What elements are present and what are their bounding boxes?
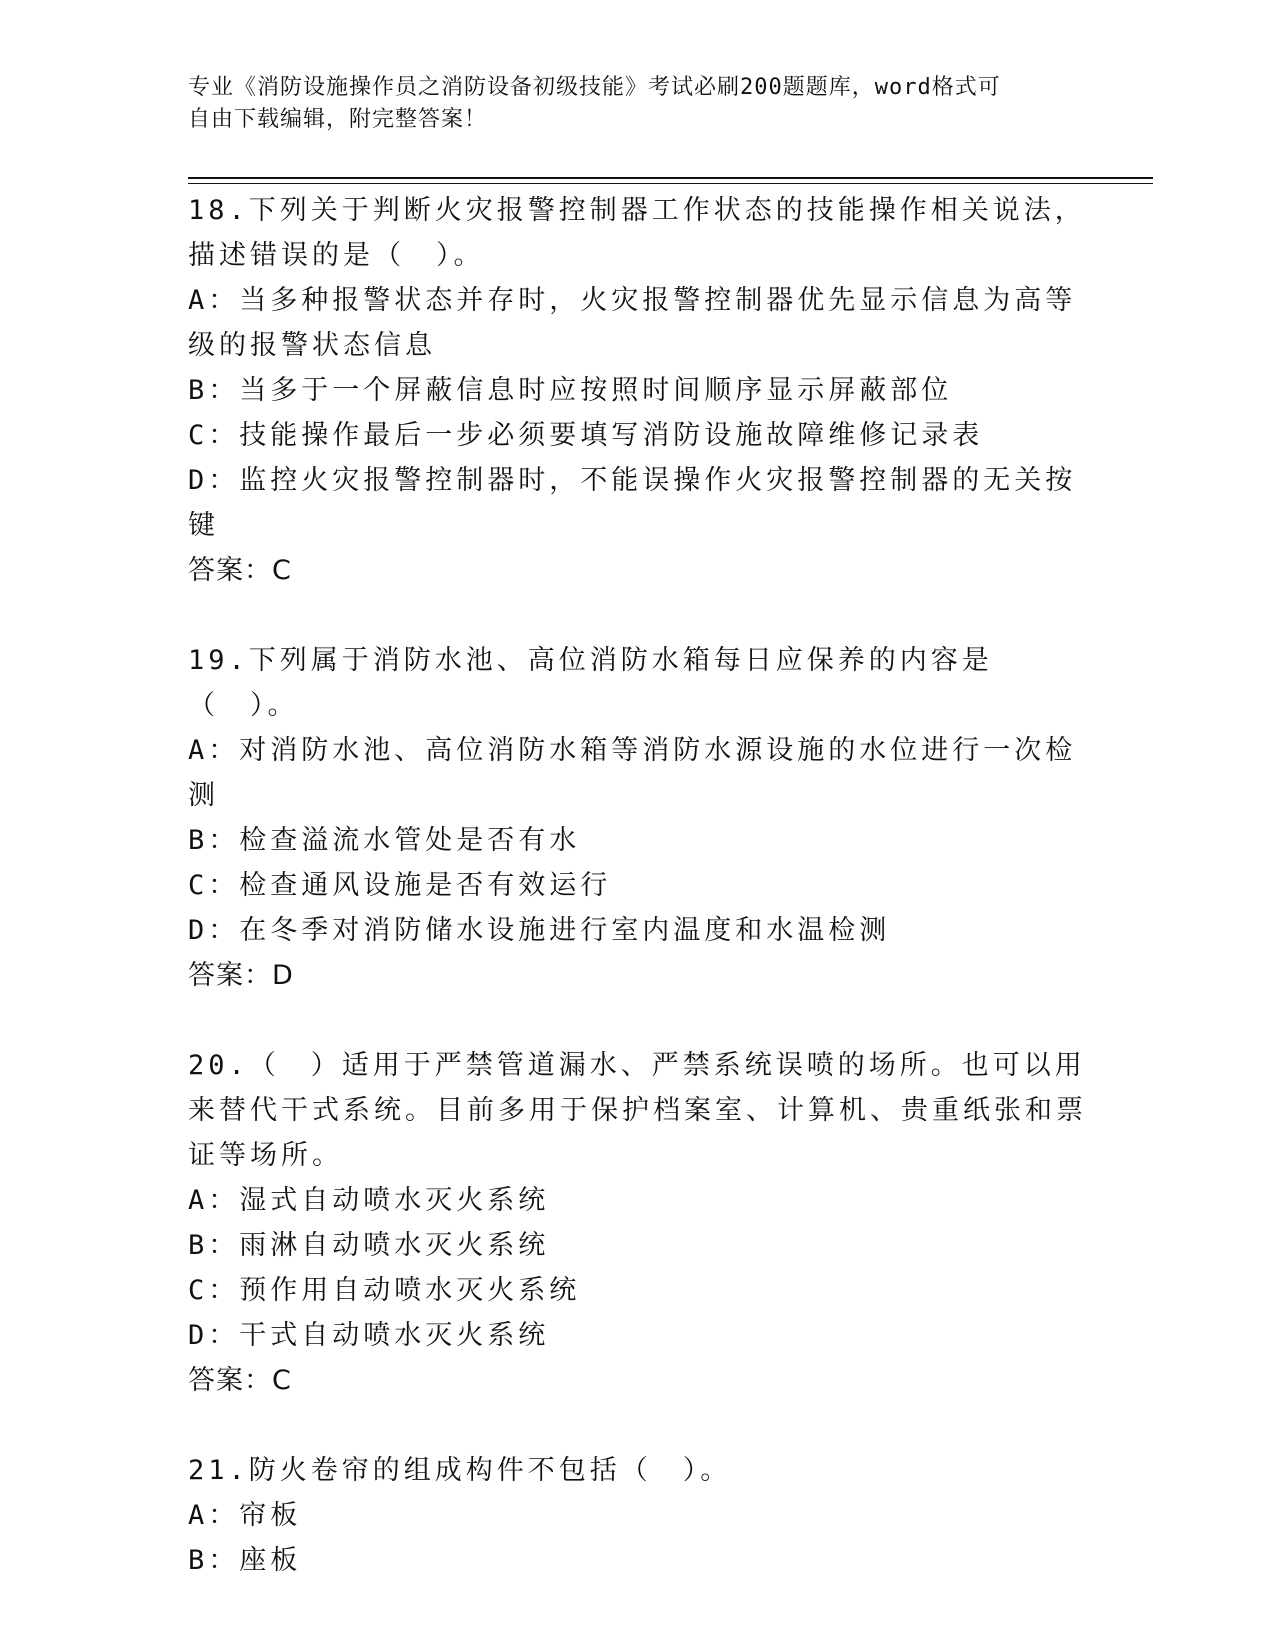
question-19 (188, 638, 1088, 998)
option-b: B：座板 (188, 1545, 302, 1576)
option-b: B：雨淋自动喷水灭火系统 (188, 1230, 550, 1261)
question-21 (188, 1448, 1088, 1583)
spacer (188, 998, 1088, 1043)
header-divider-thick (188, 177, 1153, 179)
question-list (188, 188, 1088, 1583)
question-stem: 21.防火卷帘的组成构件不包括（ ）。 (188, 1455, 732, 1486)
option-d: D：监控火灾报警控制器时，不能误操作火灾报警控制器的无关按键 (188, 465, 1077, 541)
option-a: A：湿式自动喷水灭火系统 (188, 1185, 550, 1216)
question-stem: 18.下列关于判断火灾报警控制器工作状态的技能操作相关说法，描述错误的是（ ）。 (188, 195, 1086, 271)
option-c: C：检查通风设施是否有效运行 (188, 870, 612, 901)
document-header (188, 72, 1068, 136)
header-title-line-1: 专业《消防设施操作员之消防设备初级技能》考试必刷200题题库，word格式可 (188, 75, 1001, 100)
header-title-line-2: 自由下载编辑，附完整答案！ (188, 107, 488, 132)
option-b: B：当多于一个屏蔽信息时应按照时间顺序显示屏蔽部位 (188, 375, 953, 406)
answer: 答案：C (188, 1365, 292, 1396)
question-20 (188, 1043, 1088, 1403)
question-18 (188, 188, 1088, 593)
header-divider-thin (188, 183, 1153, 184)
question-stem: 20.（ ）适用于严禁管道漏水、严禁系统误喷的场所。也可以用来替代干式系统。目前多用于保护档案室、计算机、贵重纸张和票证等场所。 (188, 1050, 1087, 1171)
spacer (188, 1403, 1088, 1448)
option-c: C：技能操作最后一步必须要填写消防设施故障维修记录表 (188, 420, 984, 451)
spacer (188, 593, 1088, 638)
option-b: B：检查溢流水管处是否有水 (188, 825, 581, 856)
answer: 答案：C (188, 555, 292, 586)
option-d: D：干式自动喷水灭火系统 (188, 1320, 550, 1351)
option-a: A：对消防水池、高位消防水箱等消防水源设施的水位进行一次检测 (188, 735, 1077, 811)
answer: 答案：D (188, 960, 294, 991)
option-c: C：预作用自动喷水灭火系统 (188, 1275, 581, 1306)
option-d: D：在冬季对消防储水设施进行室内温度和水温检测 (188, 915, 891, 946)
option-a: A：当多种报警状态并存时，火灾报警控制器优先显示信息为高等级的报警状态信息 (188, 285, 1077, 361)
option-a: A：帘板 (188, 1500, 302, 1531)
question-stem: 19.下列属于消防水池、高位消防水箱每日应保养的内容是（ ）。 (188, 645, 993, 721)
